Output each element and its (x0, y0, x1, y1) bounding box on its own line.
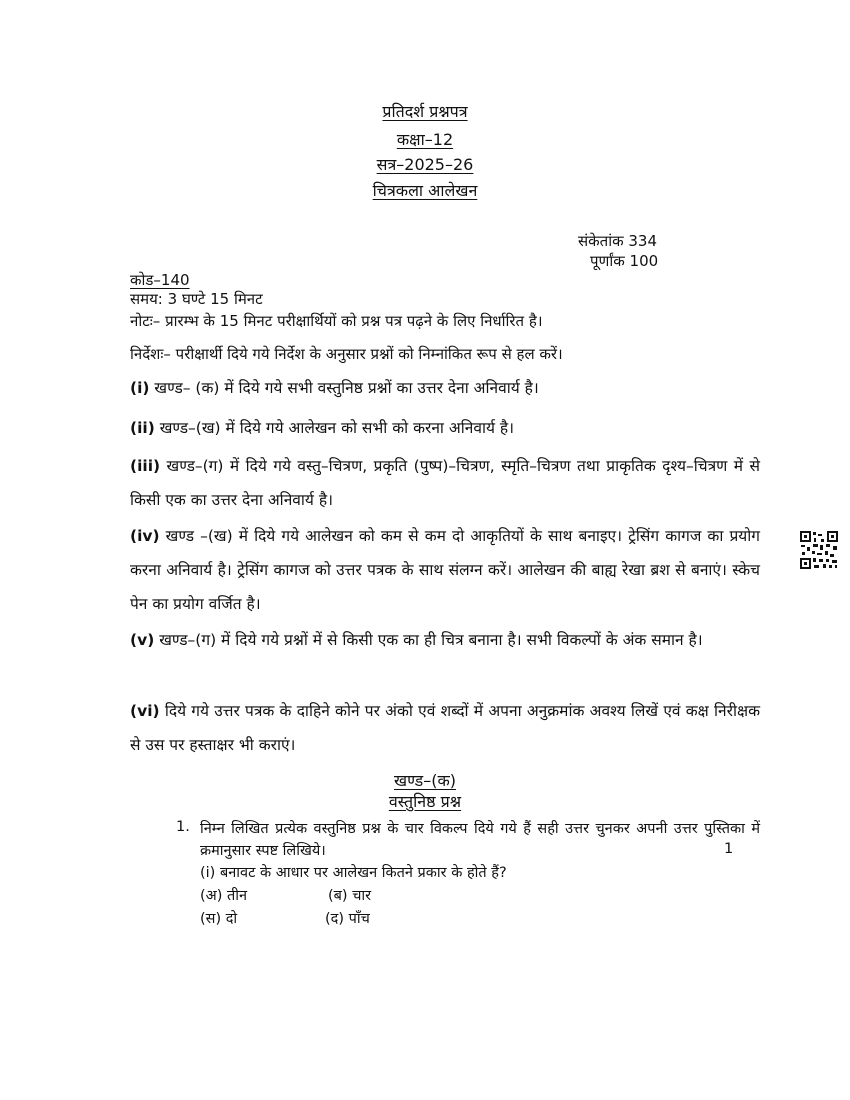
instruction-label: (v) (130, 631, 155, 649)
option-a: (अ) तीन (200, 888, 248, 904)
question-marks: 1 (724, 841, 734, 857)
instruction-item (130, 449, 760, 517)
instruction-item (130, 519, 760, 621)
question-text: निम्न लिखित प्रत्येक वस्तुनिष्ठ प्रश्न के चार विकल्प दिये गये हैं सही उत्तर चुनकर अपनी उत्तर पुस्तिका में क्रमानुसार स्पष्ट लिखिये। (200, 821, 760, 859)
code-label: कोड–140 (130, 271, 190, 289)
code-number: संकेतांक 334 (578, 232, 658, 250)
instruction-body: दिये गये उत्तर पत्रक के दाहिने कोने पर अंको एवं शब्दों में अपना अनुक्रमांक अवश्य लिखें एवं कक्ष निरीक्षक से उस पर हस्ताक्षर भी कराएं। (130, 702, 760, 754)
sub-question: (i) बनावट के आधार पर आलेखन कितने प्रकार के होते हैं? (200, 865, 507, 881)
option-b: (ब) चार (328, 888, 372, 904)
qr-code-icon (799, 530, 839, 570)
instruction-body: खण्ड –(ख) में दिये गये आलेखन को कम से कम दो आकृतियों के साथ बनाइए। ट्रेसिंग कागज का प्रयोग करना अनिवार्य है। ट्रेसिंग कागज को उत्तर पत्रक के साथ संलग्न करें। आलेखन की बाह्य रेखा ब्रश से बनाएं। स्केच पेन का प्रयोग वर्जित है। (130, 527, 760, 613)
instruction-label: (ii) (130, 419, 155, 437)
time-label: समय: 3 घण्टे 15 मिनट (130, 290, 263, 308)
question-number: 1. (176, 819, 190, 835)
instruction-body: खण्ड–(ख) में दिये गये आलेखन को सभी को करना अनिवार्य है। (154, 419, 514, 437)
instruction-item (130, 411, 760, 445)
instruction-label: (iv) (130, 527, 160, 545)
max-marks: पूर्णांक 100 (590, 252, 659, 270)
instruction-label: (i) (130, 379, 150, 397)
instruction-label: (iii) (130, 457, 161, 475)
option-d: (द) पाँच (325, 911, 370, 927)
instruction-item (130, 371, 760, 405)
paper-title: प्रतिदर्श प्रश्नपत्र (382, 102, 468, 121)
section-subheading: वस्तुनिष्ठ प्रश्न (388, 792, 462, 811)
instruction-body: खण्ड–(ग) में दिये गये वस्तु–चित्रण, प्रकृति (पुष्प)–चित्रण, स्मृति–चित्रण तथा प्राकृतिक दृश्य–चित्रण में से किसी एक का उत्तर देना अनिवार्य है। (130, 457, 760, 509)
instruction-body: खण्ड– (क) में दिये गये सभी वस्तुनिष्ठ प्रश्नों का उत्तर देना अनिवार्य है। (149, 379, 539, 397)
instruction-item (130, 694, 760, 762)
subject-title: चित्रकला आलेखन (372, 181, 478, 200)
session-label: सत्र–2025–26 (376, 155, 474, 174)
instruction-label: (vi) (130, 702, 160, 720)
option-c: (स) दो (200, 911, 238, 927)
instruction-item (130, 623, 760, 657)
class-label: कक्षा–12 (396, 130, 454, 149)
instruction-text: निर्देशः– परीक्षार्थी दिये गये निर्देश के अनुसार प्रश्नों को निम्नांकित रूप से हल करें। (130, 345, 563, 363)
note-text: नोटः– प्रारम्भ के 15 मिनट परीक्षार्थियों को प्रश्न पत्र पढ़ने के लिए निर्धारित है। (130, 312, 543, 330)
instruction-body: खण्ड–(ग) में दिये गये प्रश्नों में से किसी एक का ही चित्र बनाना है। सभी विकल्पों के अंक समान है। (154, 631, 703, 649)
section-heading: खण्ड–(क) (393, 771, 457, 790)
